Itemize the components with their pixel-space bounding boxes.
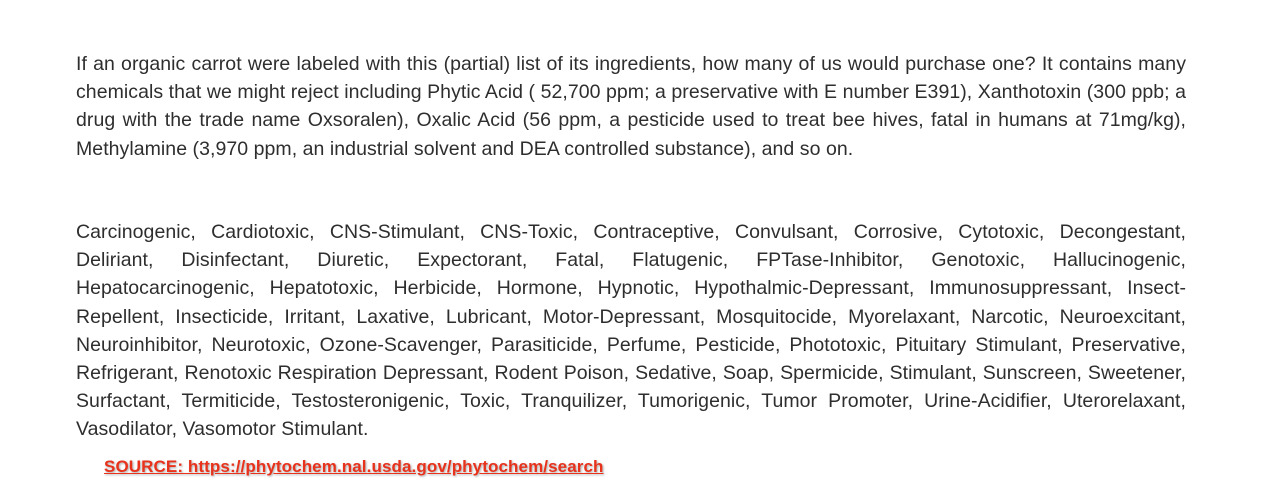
intro-paragraph: If an organic carrot were labeled with this (partial) list of its ingredients, how many of us would purchase one? It contains many chemicals that we might reject including Phytic Acid ( 52,700 ppm; a preservative with E number E391), Xanthotoxin (300 ppb; a drug with the trade name Oxsoralen), Oxalic Acid (56 ppm, a pesticide used to treat bee hives, fatal in humans at 71mg/kg), Methylamine (3,970 ppm, an industrial solvent and DEA controlled substance), and so on. <box>76 53 1186 160</box>
chemical-properties-paragraph: Carcinogenic, Cardiotoxic, CNS-Stimulant, CNS-Toxic, Contraceptive, Convulsant, Corrosive, Cytotoxic, Decongestant, Deliriant, Disinfectant, Diuretic, Expectorant, Fatal, Flatugenic, FPTase-Inhibitor, Genotoxic, Hallucinogenic, Hepatocarcinogenic, Hepatotoxic, Herbicide, Hormone, Hypnotic, Hypothalmic-Depressant, Immunosuppressant, Insect-Repellent, Insecticide, Irritant, Laxative, Lubricant, Motor-Depressant, Mosquitocide, Myorelaxant, Narcotic, Neuroexcitant, Neuroinhibitor, Neurotoxic, Ozone-Scavenger, Parasiticide, Perfume, Pesticide, Phototoxic, Pituitary Stimulant, Preservative, Refrigerant, Renotoxic Respiration Depressant, Rodent Poison, Sedative, Soap, Spermicide, Stimulant, Sunscreen, Sweetener, Surfactant, Termiticide, Testosteronigenic, Toxic, Tranquilizer, Tumorigenic, Tumor Promoter, Urine-Acidifier, Uterorelaxant, Vasodilator, Vasomotor Stimulant. <box>76 221 1186 441</box>
source-link[interactable]: SOURCE: https://phytochem.nal.usda.gov/phytochem/search <box>104 457 604 476</box>
